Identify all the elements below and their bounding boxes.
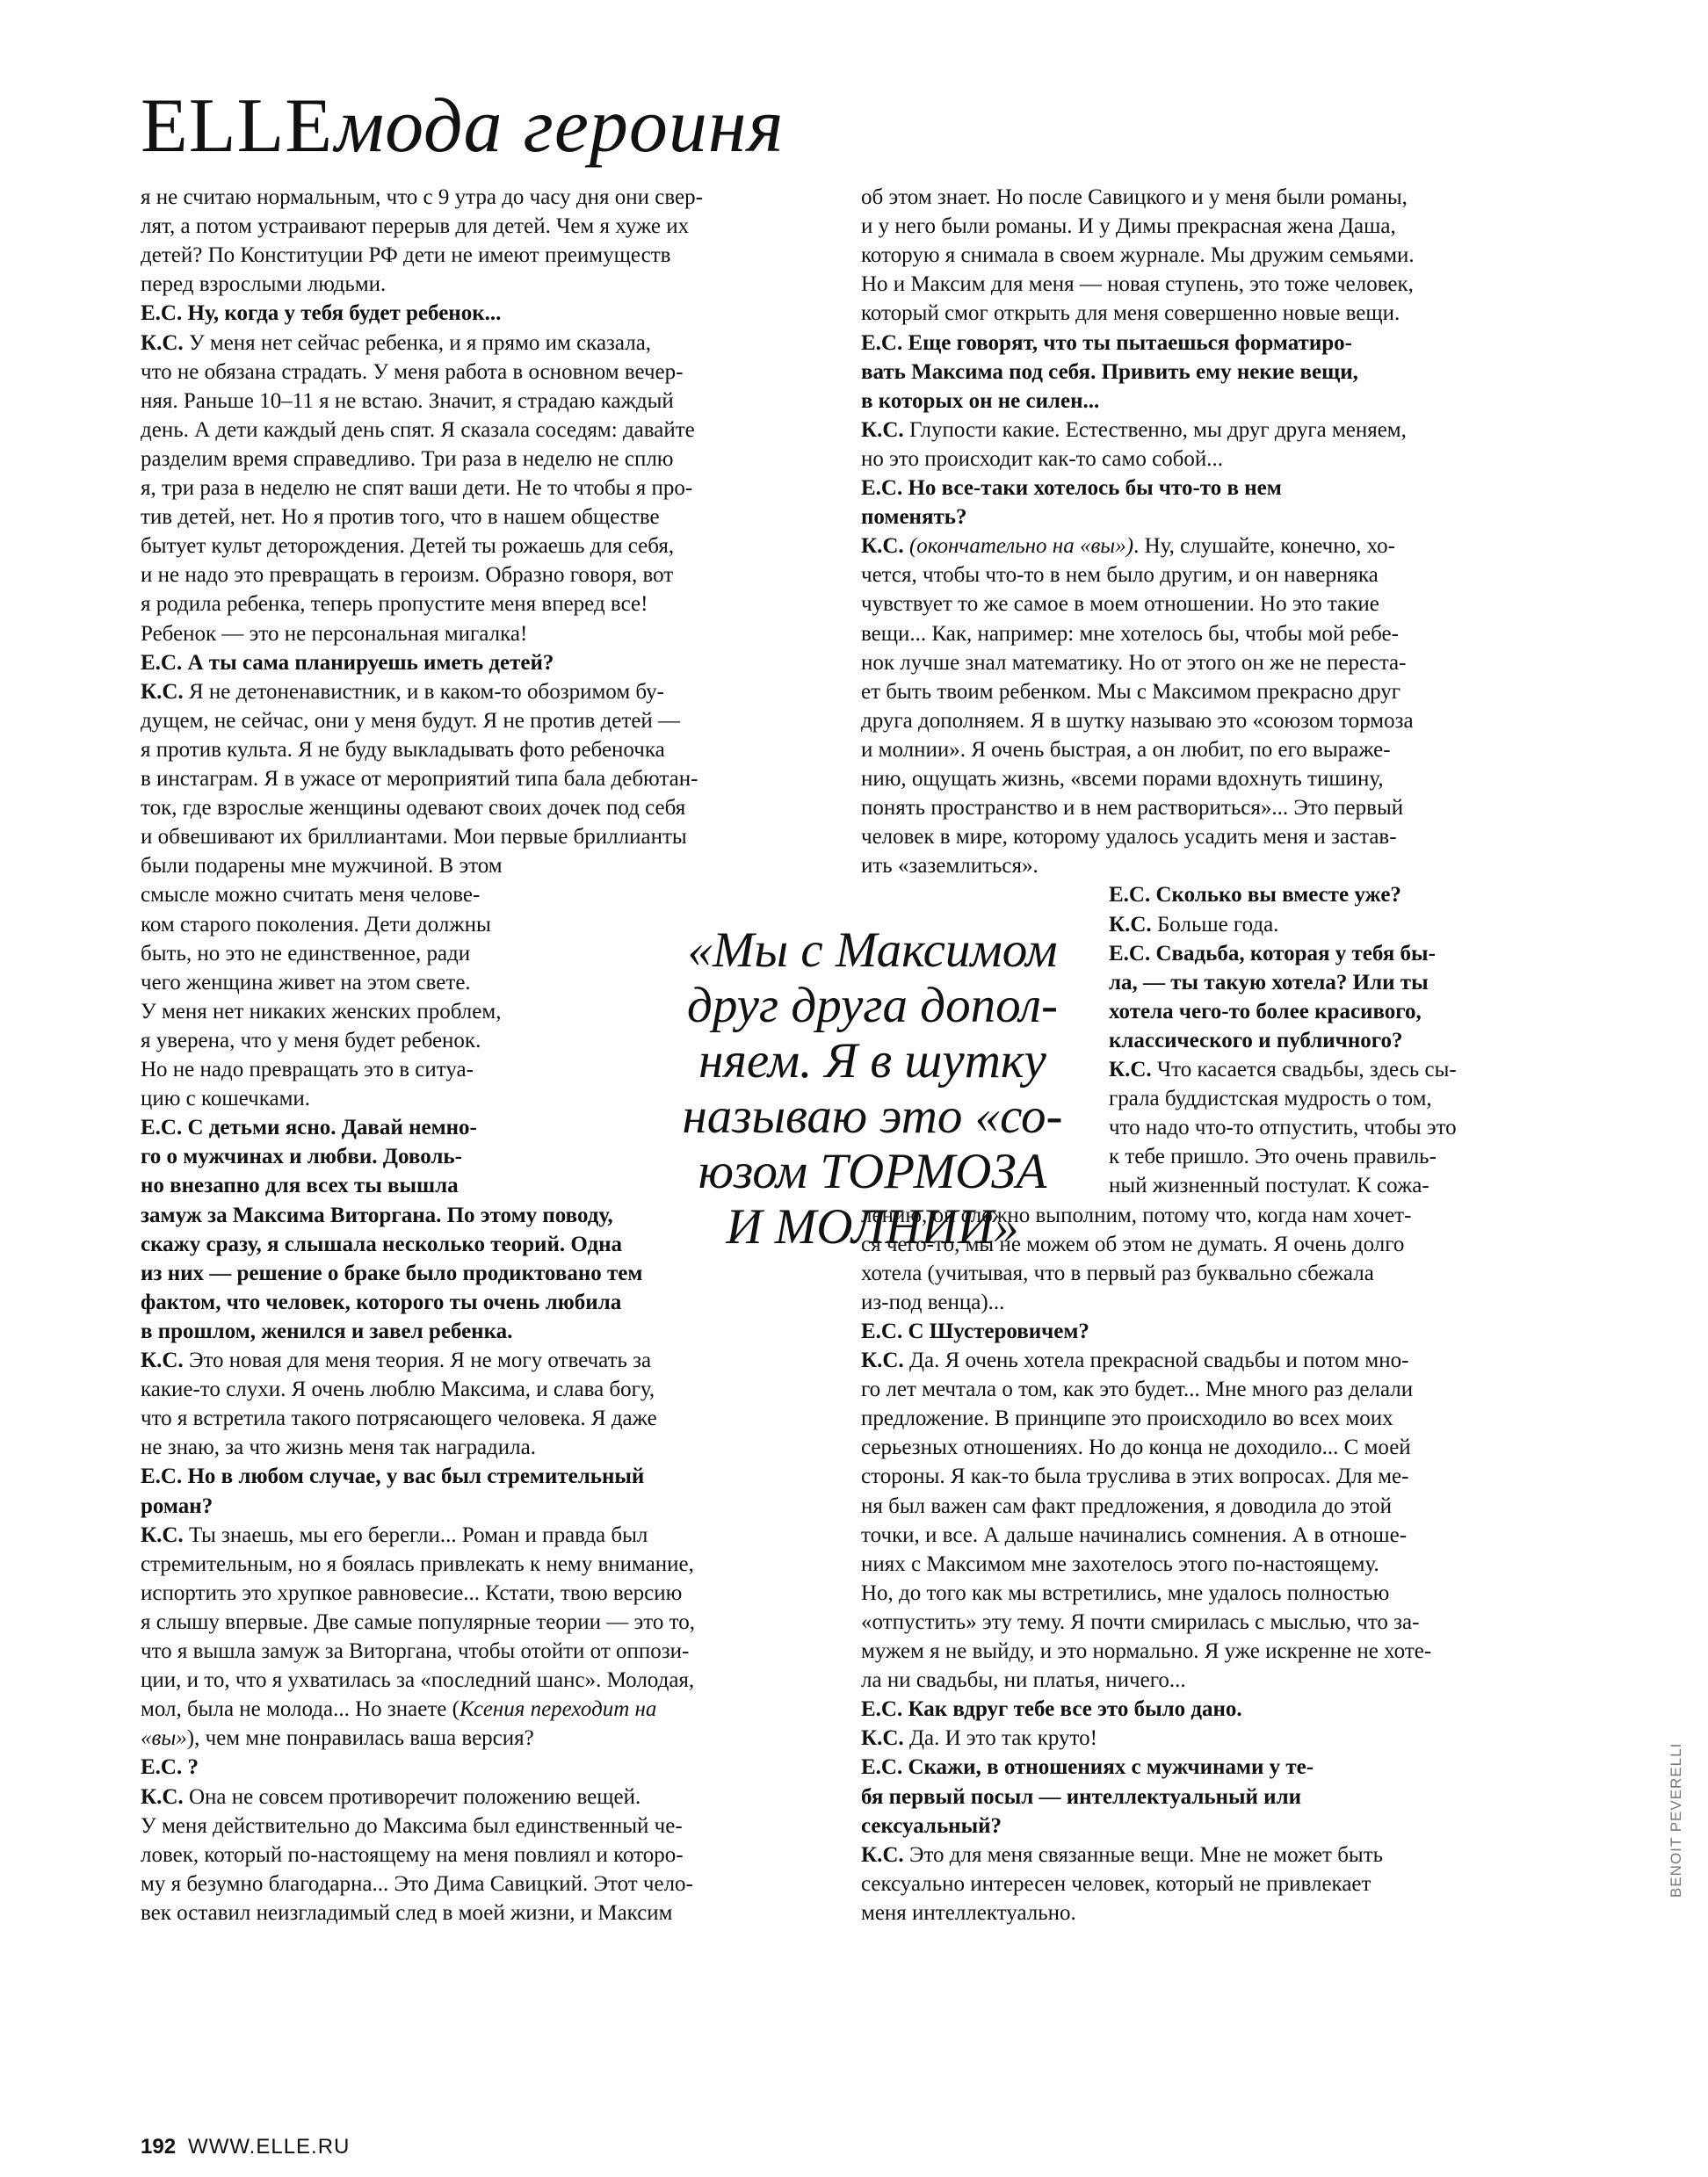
text-run: смысле можно считать меня челове-	[141, 883, 481, 908]
text-line	[141, 329, 651, 358]
text-line	[861, 241, 1415, 270]
text-run: фактом, что человек, которого ты очень любила	[141, 1290, 622, 1314]
speaker-label: К.С.	[141, 1784, 184, 1809]
page-footer	[141, 2135, 350, 2159]
text-line	[141, 445, 673, 474]
text-line	[141, 880, 480, 909]
text-line	[141, 939, 470, 968]
text-run: вещи... Как, например: мне хотелось бы, чтобы мой ребе-	[861, 621, 1399, 646]
text-line	[861, 561, 1379, 589]
speaker-label: К.С.	[1109, 912, 1152, 937]
text-run: ла ни свадьбы, ни платья, ничего...	[861, 1668, 1186, 1693]
question-line	[141, 1113, 477, 1142]
text-run: человек в мире, которому удалось усадить меня и застав-	[861, 825, 1397, 850]
text-run: бя первый посыл — интеллектуальный или	[861, 1784, 1302, 1809]
text-line	[861, 1724, 1097, 1753]
italic-aside: «вы»	[141, 1726, 187, 1751]
text-line	[861, 1608, 1419, 1637]
text-run: тив детей, нет. Но я против того, что в нашем обществе	[141, 505, 660, 530]
text-run: в прошлом, женился и завел ребенка.	[141, 1319, 513, 1343]
text-run: лят, а потом устраивают перерыв для детей. Чем я хуже их	[141, 214, 690, 239]
text-line	[141, 1899, 673, 1927]
pull-quote-line: называю это «со-	[682, 1088, 1063, 1144]
text-run: который смог открыть для меня совершенно новые вещи.	[861, 301, 1400, 326]
text-run: . Ну, слушайте, конечно, хо-	[1133, 534, 1395, 559]
text-line	[141, 997, 501, 1026]
text-run: ), чем мне понравилась ваша версия?	[186, 1726, 534, 1751]
text-line	[141, 1346, 651, 1375]
text-run: век оставил неизгладимый след в моей жизни, и Максим	[141, 1900, 673, 1925]
text-line	[861, 764, 1384, 793]
question-line	[141, 1201, 613, 1230]
text-run: нок лучше знал математику. Но от этого он же не переста-	[861, 650, 1407, 675]
question-line	[1109, 1026, 1402, 1055]
text-line	[861, 299, 1400, 328]
text-line	[861, 793, 1403, 822]
text-run: я не считаю нормальным, что с 9 утра до часу дня они свер-	[141, 185, 703, 209]
text-line	[141, 416, 695, 445]
section-title: мода героиня	[335, 83, 785, 169]
text-line	[861, 1841, 1383, 1870]
question-line	[861, 474, 1282, 503]
text-run: испортить это хрупкое равновесие... Кстати, твою версию	[141, 1580, 683, 1605]
text-run: Е.С. Сколько вы вместе уже?	[1109, 883, 1401, 908]
text-line	[141, 212, 689, 241]
text-run: предложение. В принципе это происходило во всех моих	[861, 1407, 1393, 1431]
text-run: что не обязана страдать. У меня работа в основном вечер-	[141, 359, 684, 384]
text-run: ла, — ты такую хотела? Или ты	[1109, 970, 1429, 994]
text-run: быть, но это не единственное, ради	[141, 941, 471, 966]
text-run: Глупости какие. Естественно, мы друг друга меняем,	[903, 417, 1407, 442]
text-line	[861, 1288, 1004, 1317]
question-line	[861, 1783, 1301, 1812]
text-run: Это для меня связанные вещи. Мне не может быть	[903, 1842, 1384, 1867]
text-line	[861, 1870, 1371, 1899]
text-line	[861, 270, 1414, 299]
text-line	[141, 968, 471, 997]
text-run: дущем, не сейчас, они у меня будут. Я не против детей —	[141, 708, 681, 733]
text-line	[861, 445, 1223, 474]
text-run: го лет мечтала о том, как это будет... Мне много раз делали	[861, 1378, 1414, 1402]
text-line	[141, 706, 680, 735]
text-line	[141, 358, 683, 387]
text-run: ком старого поколения. Дети должны	[141, 912, 491, 937]
text-run: но внезапно для всех ты вышла	[141, 1174, 459, 1198]
text-line	[141, 241, 670, 270]
text-run: перед взрослыми людьми.	[141, 272, 387, 297]
text-line	[861, 532, 1395, 561]
text-line	[141, 561, 673, 589]
text-line	[861, 1259, 1374, 1288]
text-run: Е.С. Еще говорят, что ты пытаешься форматиро-	[861, 330, 1352, 355]
text-run: Е.С. С детьми ясно. Давай немно-	[141, 1116, 477, 1140]
text-line	[861, 1899, 1076, 1927]
text-run: ет быть твоим ребенком. Мы с Максимом прекрасно друг	[861, 679, 1401, 704]
text-line	[861, 648, 1406, 677]
text-line	[141, 1521, 648, 1550]
text-run: ня был важен сам факт предложения, я доводила до этой	[861, 1494, 1392, 1518]
text-run: чего женщина живет на этом свете.	[141, 970, 471, 994]
text-run: день. А дети каждый день спят. Я сказала соседям: давайте	[141, 417, 695, 442]
question-line	[861, 1812, 1002, 1841]
text-run: грала буддистская мудрость о том,	[1109, 1087, 1432, 1111]
website-url: WWW.ELLE.RU	[188, 2135, 351, 2159]
text-run: Е.С. Как вдруг тебе все это было дано.	[861, 1697, 1242, 1722]
text-line	[861, 1550, 1379, 1579]
text-run: Она не совсем противоречит положению вещей.	[183, 1784, 641, 1809]
text-run: «отпустить» эту тему. Я почти смирилась с мыслью, что за-	[861, 1609, 1420, 1634]
question-line	[141, 1142, 462, 1171]
text-line	[141, 1666, 694, 1695]
text-run: не знаю, за что жизнь меня так наградила.	[141, 1436, 536, 1460]
text-run: Да. И это так круто!	[903, 1726, 1097, 1751]
text-line	[861, 1462, 1408, 1491]
text-run: Е.С. ?	[141, 1755, 199, 1780]
speaker-label: К.С.	[861, 417, 904, 442]
text-run: Ребенок — это не персональная мигалка!	[141, 621, 528, 646]
text-line	[1109, 1055, 1457, 1084]
text-run: друга дополняем. Я в шутку называю это «союзом тормоза	[861, 708, 1414, 733]
text-run: нию, ощущать жизнь, «всеми порами вдохнуть тишину,	[861, 767, 1384, 791]
text-line	[1109, 1142, 1437, 1171]
text-run: ции, и то, что я ухватилась за «последний шанс». Молодая,	[141, 1668, 695, 1693]
speaker-label: К.С.	[141, 679, 184, 704]
text-line	[141, 619, 527, 648]
text-run: но это происходит как-то само собой...	[861, 446, 1224, 471]
text-run: Что касается свадьбы, здесь сы-	[1151, 1058, 1457, 1081]
question-line	[141, 299, 501, 328]
text-run: няя. Раньше 10–11 я не встаю. Значит, я страдаю каждый	[141, 388, 674, 413]
text-run: У меня нет сейчас ребенка, и я прямо им сказала,	[183, 330, 652, 355]
pull-quote-line: няем. Я в шутку	[698, 1033, 1046, 1088]
page-header	[141, 83, 785, 169]
text-run: меня интеллектуально.	[861, 1900, 1076, 1925]
text-run: роман?	[141, 1494, 214, 1518]
text-run: ловек, который по-настоящему на меня повлиял и которо-	[141, 1842, 684, 1867]
question-line	[141, 1462, 644, 1491]
text-run: Е.С. Но все-таки хотелось бы что-то в нем	[861, 476, 1282, 500]
text-run: серьезных отношениях. Но до конца не доходило... С моей	[861, 1436, 1411, 1460]
text-run: бытует культ деторождения. Детей ты рожаешь для себя,	[141, 534, 675, 559]
text-run: что я вышла замуж за Виторгана, чтобы отойти от оппози-	[141, 1639, 690, 1663]
text-run: я против культа. Я не буду выкладывать фото ребеночка	[141, 737, 665, 762]
text-line	[861, 416, 1407, 445]
photo-credit: BENOIT PEVERELLI	[1668, 1742, 1684, 1898]
text-run: вать Максима под себя. Привить ему некие вещи,	[861, 359, 1358, 384]
text-run: мужем я не выйду, и это нормально. Я уже искренне не хоте-	[861, 1639, 1432, 1663]
pull-quote-line: юзом ТОРМОЗА	[698, 1144, 1047, 1199]
text-line	[141, 1026, 481, 1055]
text-run: Е.С. Скажи, в отношениях с мужчинами у те-	[861, 1755, 1314, 1780]
text-line	[141, 1084, 310, 1113]
text-line	[141, 1695, 656, 1724]
text-line	[141, 851, 503, 880]
question-line	[141, 1317, 512, 1346]
text-run: и обвешивают их бриллиантами. Мои первые бриллианты	[141, 825, 687, 850]
text-line	[861, 619, 1399, 648]
text-line	[861, 1375, 1413, 1404]
text-line	[861, 1346, 1408, 1375]
text-run: какие-то слухи. Я очень люблю Максима, и слава богу,	[141, 1378, 655, 1402]
text-run: Я не детоненавистник, и в каком-то обозримом бу-	[183, 679, 664, 704]
text-run: из-под венца)...	[861, 1290, 1005, 1314]
speaker-label: К.С.	[141, 1522, 184, 1547]
text-run: ный жизненный постулат. К сожа-	[1109, 1174, 1429, 1198]
text-run: стремительным, но я боялась привлекать к нему внимание,	[141, 1551, 694, 1576]
text-run: чувствует то же самое в моем отношении. Но это такие	[861, 592, 1379, 617]
text-run: что надо что-то отпустить, чтобы это	[1109, 1116, 1457, 1140]
text-run: понять пространство и в нем раствориться»... Это первый	[861, 796, 1404, 821]
text-line	[141, 1375, 655, 1404]
question-line	[1109, 997, 1422, 1026]
question-line	[861, 358, 1358, 387]
text-run: были подарены мне мужчиной. В этом	[141, 854, 503, 879]
question-line	[141, 1230, 622, 1259]
text-run: и не надо это превращать в героизм. Образно говоря, вот	[141, 563, 674, 588]
magazine-brand: ELLE	[141, 83, 334, 169]
text-line	[861, 183, 1408, 212]
text-run: точки, и все. А дальше начинались сомнения. А в отноше-	[861, 1522, 1408, 1547]
text-line	[141, 1433, 536, 1462]
text-run: лению, он сложно выполним, потому что, когда нам хочет-	[861, 1203, 1412, 1227]
text-line	[861, 735, 1391, 764]
question-line	[141, 648, 554, 677]
question-line	[1109, 968, 1429, 997]
speaker-label: К.С.	[861, 1726, 904, 1751]
text-line	[141, 735, 665, 764]
text-run: классического и публичного?	[1109, 1028, 1403, 1052]
text-run: поменять?	[861, 505, 967, 530]
text-run: в которых он не силен...	[861, 388, 1100, 413]
text-run: ниях с Максимом мне захотелось этого по-настоящему.	[861, 1551, 1379, 1576]
text-run: сексуально интересен человек, который не привлекает	[861, 1871, 1371, 1896]
text-line	[861, 822, 1397, 851]
text-line	[1109, 1084, 1432, 1113]
question-line	[1109, 939, 1436, 968]
text-run: Но не надо превращать это в ситуа-	[141, 1058, 474, 1081]
text-line	[141, 1841, 684, 1870]
italic-aside: (окончательно на «вы»)	[903, 534, 1134, 559]
text-line	[141, 503, 660, 532]
text-run: Е.С. Свадьба, которая у тебя бы-	[1109, 941, 1436, 966]
text-run: из них — решение о браке было продиктовано тем	[141, 1261, 643, 1285]
text-run: Это новая для меня теория. Я не могу отвечать за	[183, 1349, 652, 1372]
text-run: детей? По Конституции РФ дети не имеют преимуществ	[141, 243, 671, 268]
text-run: Но, до того как мы встретились, мне удалось полностью	[861, 1580, 1390, 1605]
text-run: У меня действительно до Максима был единственный че-	[141, 1813, 683, 1838]
text-run: ся чего-то, мы не можем об этом не думать. Я очень долго	[861, 1232, 1405, 1256]
text-line	[141, 474, 692, 503]
text-line	[861, 1433, 1411, 1462]
text-run: которую я снимала в своем журнале. Мы дружим семьями.	[861, 243, 1415, 268]
question-line	[861, 1753, 1314, 1782]
text-run: Да. Я очень хотела прекрасной свадьбы и потом мно-	[903, 1349, 1409, 1372]
text-run: сексуальный?	[861, 1813, 1002, 1838]
text-run: Но и Максим для меня — новая ступень, это тоже человек,	[861, 272, 1414, 297]
question-line	[141, 1171, 459, 1200]
speaker-label: К.С.	[1109, 1058, 1152, 1081]
text-run: я, три раза в неделю не спят ваши дети. Не то чтобы я про-	[141, 476, 693, 500]
text-line	[861, 677, 1400, 706]
question-line	[141, 1259, 642, 1288]
text-line	[1109, 910, 1278, 939]
question-line	[141, 1288, 621, 1317]
text-line	[141, 910, 491, 939]
text-run: скажу сразу, я слышала несколько теорий. Одна	[141, 1232, 623, 1256]
question-line	[861, 1695, 1242, 1724]
text-line	[141, 1637, 689, 1666]
text-line	[861, 1666, 1186, 1695]
text-run: и молнии». Я очень быстрая, а он любит, по его выраже-	[861, 737, 1391, 762]
speaker-label: К.С.	[861, 1349, 904, 1372]
text-line	[141, 1870, 693, 1899]
text-run: что я встретила такого потрясающего человека. Я даже	[141, 1407, 657, 1431]
text-run: Е.С. С Шустеровичем?	[861, 1319, 1089, 1343]
pull-quote-line: «Мы с Максимом	[687, 922, 1058, 978]
text-run: Больше года.	[1151, 912, 1279, 937]
pull-quote-line: И МОЛНИИ»	[726, 1199, 1019, 1255]
speaker-label: К.С.	[141, 1349, 184, 1372]
text-run: стороны. Я как-то была труслива в этих вопросах. Для ме-	[861, 1465, 1409, 1489]
text-run: хотела (учитывая, что в первый раз буквально сбежала	[861, 1261, 1374, 1285]
question-line	[141, 1753, 199, 1782]
text-line	[141, 1783, 640, 1812]
text-run: ток, где взрослые женщины одевают своих дочек под себя	[141, 796, 686, 821]
text-run: хотела чего-то более красивого,	[1109, 999, 1422, 1023]
text-run: цию с кошечками.	[141, 1087, 311, 1111]
text-line	[861, 1492, 1392, 1521]
text-line	[861, 589, 1379, 618]
question-line	[141, 1492, 213, 1521]
text-run: я уверена, что у меня будет ребенок.	[141, 1028, 481, 1052]
text-run: Е.С. Но в любом случае, у вас был стремительный	[141, 1465, 645, 1489]
speaker-label: К.С.	[141, 330, 184, 355]
pull-quote-line: друг друга допол-	[687, 978, 1058, 1033]
text-run: Е.С. Ну, когда у тебя будет ребенок...	[141, 301, 502, 326]
text-line	[1109, 1171, 1429, 1200]
text-run: разделим время справедливо. Три раза в неделю не сплю	[141, 446, 674, 471]
text-line	[141, 1608, 695, 1637]
text-run: и у него были романы. И у Димы прекрасная жена Даша,	[861, 214, 1396, 239]
text-line	[861, 212, 1396, 241]
text-run: об этом знает. Но после Савицкого и у меня были романы,	[861, 185, 1408, 209]
question-line	[861, 503, 966, 532]
text-run: Ты знаешь, мы его берегли... Роман и правда был	[183, 1522, 648, 1547]
text-line	[861, 851, 1039, 880]
question-line	[861, 329, 1352, 358]
text-line	[141, 822, 687, 851]
text-run: я родила ребенка, теперь пропустите меня вперед все!	[141, 592, 648, 617]
text-line	[141, 677, 664, 706]
text-line	[861, 1637, 1431, 1666]
text-line	[861, 706, 1414, 735]
text-line	[861, 1521, 1407, 1550]
text-line	[141, 1055, 474, 1084]
text-line	[861, 1404, 1393, 1433]
text-line	[141, 387, 674, 416]
text-line	[141, 1579, 682, 1608]
text-line	[141, 1404, 657, 1433]
text-run: я слышу впервые. Две самые популярные теории — это то,	[141, 1609, 695, 1634]
speaker-label: К.С.	[861, 534, 904, 559]
page-number: 192	[141, 2135, 177, 2159]
text-line	[1109, 1113, 1457, 1142]
text-run: замуж за Максима Виторгана. По этому поводу,	[141, 1203, 613, 1227]
text-line	[141, 183, 703, 212]
text-run: в инстаграм. Я в ужасе от мероприятий типа бала дебютан-	[141, 767, 698, 791]
text-run: Е.С. А ты сама планируешь иметь детей?	[141, 650, 554, 675]
question-line	[1109, 880, 1401, 909]
text-line	[141, 1812, 683, 1841]
text-run: го о мужчинах и любви. Доволь-	[141, 1145, 462, 1169]
text-run: мол, была не молода... Но знаете (	[141, 1697, 460, 1722]
text-line	[141, 1724, 534, 1753]
text-run: к тебе пришло. Это очень правиль-	[1109, 1145, 1437, 1169]
text-line	[141, 793, 685, 822]
text-run: му я безумно благодарна... Это Дима Савицкий. Этот чело-	[141, 1871, 693, 1896]
text-line	[141, 270, 386, 299]
text-line	[861, 1579, 1389, 1608]
text-run: У меня нет никаких женских проблем,	[141, 999, 502, 1023]
speaker-label: К.С.	[861, 1842, 904, 1867]
text-line	[141, 1550, 694, 1579]
pull-quote	[640, 922, 1105, 1255]
question-line	[861, 387, 1099, 416]
text-line	[141, 589, 648, 618]
text-line	[141, 764, 698, 793]
question-line	[861, 1317, 1089, 1346]
italic-aside: Ксения переходит на	[459, 1697, 657, 1722]
text-line	[141, 532, 674, 561]
text-run: чется, чтобы что-то в нем было другим, и он наверняка	[861, 563, 1379, 588]
text-run: ить «заземлиться».	[861, 854, 1039, 879]
